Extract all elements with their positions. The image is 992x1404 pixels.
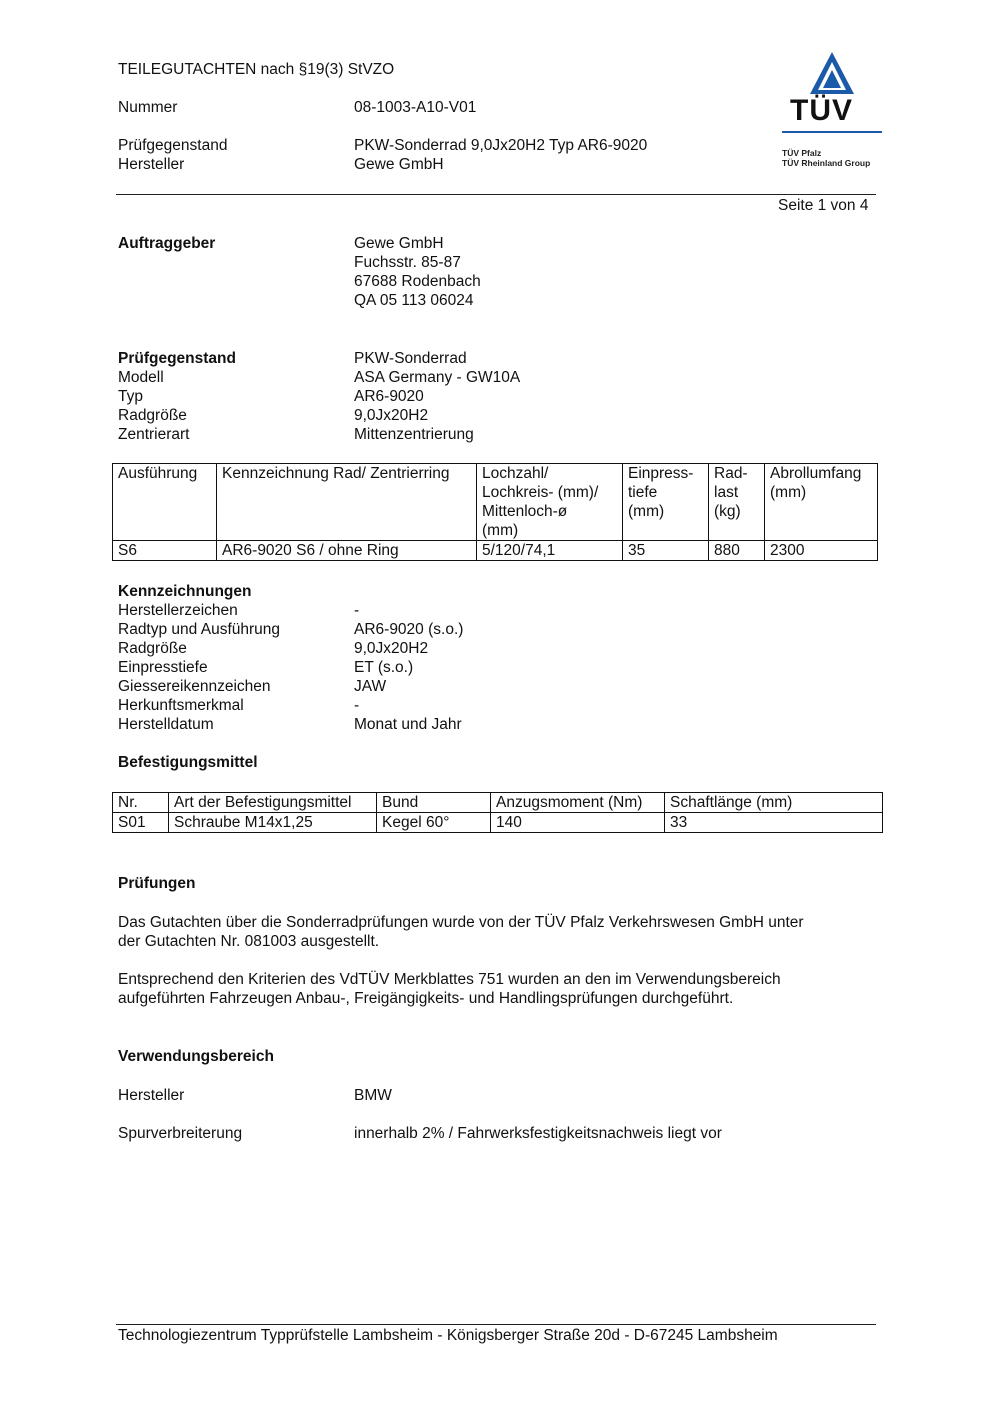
table-cell: S01 xyxy=(113,813,169,833)
header-cell: Bund xyxy=(377,793,491,813)
page-number: Seite 1 von 4 xyxy=(778,197,869,214)
kz-label: Giessereikennzeichen xyxy=(118,678,271,695)
kz-value: 9,0Jx20H2 xyxy=(354,640,429,657)
header-cell: Art der Befestigungsmittel xyxy=(169,793,377,813)
header-cell: Lochzahl/ Lochkreis- (mm)/ Mittenloch-ø (mm) xyxy=(477,464,623,541)
pruefungen-para1-line: Das Gutachten über die Sonderradprüfungen wurde von der TÜV Pfalz Verkehrswesen GmbH unter xyxy=(118,914,804,931)
kz-value: - xyxy=(354,602,360,619)
table-row xyxy=(113,813,883,833)
table-cell: Schraube M14x1,25 xyxy=(169,813,377,833)
kz-label: Einpresstiefe xyxy=(118,659,208,676)
kz-value: JAW xyxy=(354,678,387,695)
table-cell: 880 xyxy=(709,541,765,561)
typ-label: Typ xyxy=(118,388,143,405)
table-row xyxy=(113,541,878,561)
pruefungen-para2-line: aufgeführten Fahrzeugen Anbau-, Freigängigkeits- und Handlingsprüfungen durchgeführt. xyxy=(118,990,734,1007)
header-cell: Nr. xyxy=(113,793,169,813)
kz-label: Radtyp und Ausführung xyxy=(118,621,281,638)
hersteller-header-label: Hersteller xyxy=(118,156,185,173)
table-cell: 33 xyxy=(665,813,883,833)
auftraggeber-line: 67688 Rodenbach xyxy=(354,273,481,290)
zentrierart-label: Zentrierart xyxy=(118,426,190,443)
kennzeichnungen-title: Kennzeichnungen xyxy=(118,583,252,600)
befestigung-title: Befestigungsmittel xyxy=(118,754,258,771)
header-cell: Anzugsmoment (Nm) xyxy=(491,793,665,813)
table-header-row xyxy=(113,793,883,813)
pruefungen-para2-line: Entsprechend den Kriterien des VdTÜV Merkblattes 751 wurden an den im Verwendungsbereich xyxy=(118,971,781,988)
typ-value: AR6-9020 xyxy=(354,388,424,405)
footer-text: Technologiezentrum Typprüfstelle Lambsheim - Königsberger Straße 20d - D-67245 Lambsheim xyxy=(118,1327,778,1344)
auftraggeber-line: QA 05 113 06024 xyxy=(354,292,474,309)
logo-text: TÜV xyxy=(790,94,853,127)
logo-line1: TÜV Pfalz xyxy=(782,148,822,158)
zentrierart-value: Mittenzentrierung xyxy=(354,426,474,443)
header-cell: Kennzeichnung Rad/ Zentrierring xyxy=(217,464,477,541)
table-cell: 2300 xyxy=(765,541,878,561)
verwendung-title: Verwendungsbereich xyxy=(118,1048,274,1065)
table-cell: 5/120/74,1 xyxy=(477,541,623,561)
table-cell: 140 xyxy=(491,813,665,833)
header-cell: Ausführung xyxy=(113,464,217,541)
header-cell: Schaftlänge (mm) xyxy=(665,793,883,813)
document-title: TEILEGUTACHTEN nach §19(3) StVZO xyxy=(118,61,395,78)
header-cell: Abrollumfang (mm) xyxy=(765,464,878,541)
pruefgegenstand-value: PKW-Sonderrad xyxy=(354,350,467,367)
befestigung-table xyxy=(112,792,883,833)
kz-value: - xyxy=(354,697,360,714)
header-cell: Rad- last (kg) xyxy=(709,464,765,541)
table-header-row xyxy=(113,464,878,541)
table-cell: 35 xyxy=(623,541,709,561)
footer-divider xyxy=(116,1324,876,1325)
spurverbreiterung-label: Spurverbreiterung xyxy=(118,1125,243,1142)
modell-label: Modell xyxy=(118,369,164,386)
auftraggeber-line: Fuchsstr. 85-87 xyxy=(354,254,461,271)
kz-label: Herstellerzeichen xyxy=(118,602,238,619)
auftraggeber-line: Gewe GmbH xyxy=(354,235,444,252)
pruefgegenstand-header-label: Prüfgegenstand xyxy=(118,137,228,154)
pruefgegenstand-header-value: PKW-Sonderrad 9,0Jx20H2 Typ AR6-9020 xyxy=(354,137,648,154)
auftraggeber-label: Auftraggeber xyxy=(118,235,216,252)
kz-value: Monat und Jahr xyxy=(354,716,462,733)
radgroesse-label: Radgröße xyxy=(118,407,187,424)
header-cell: Einpress- tiefe (mm) xyxy=(623,464,709,541)
verwendung-hersteller-value: BMW xyxy=(354,1087,392,1104)
verwendung-hersteller-label: Hersteller xyxy=(118,1087,185,1104)
kz-label: Radgröße xyxy=(118,640,187,657)
header-divider xyxy=(116,194,876,195)
kz-label: Herstelldatum xyxy=(118,716,214,733)
radgroesse-value: 9,0Jx20H2 xyxy=(354,407,429,424)
table-cell: AR6-9020 S6 / ohne Ring xyxy=(217,541,477,561)
hersteller-header-value: Gewe GmbH xyxy=(354,156,444,173)
logo-line2: TÜV Rheinland Group xyxy=(782,158,871,168)
kz-label: Herkunftsmerkmal xyxy=(118,697,244,714)
kz-value: AR6-9020 (s.o.) xyxy=(354,621,464,638)
pruefungen-para1-line: der Gutachten Nr. 081003 ausgestellt. xyxy=(118,933,380,950)
kz-value: ET (s.o.) xyxy=(354,659,414,676)
wheel-table xyxy=(112,463,878,561)
pruefungen-title: Prüfungen xyxy=(118,875,196,892)
tuev-logo xyxy=(742,50,918,175)
table-cell: Kegel 60° xyxy=(377,813,491,833)
table-cell: S6 xyxy=(113,541,217,561)
nummer-label: Nummer xyxy=(118,99,178,116)
modell-value: ASA Germany - GW10A xyxy=(354,369,521,386)
spurverbreiterung-value: innerhalb 2% / Fahrwerksfestigkeitsnachweis liegt vor xyxy=(354,1125,722,1142)
nummer-value: 08-1003-A10-V01 xyxy=(354,99,477,116)
pruefgegenstand-label: Prüfgegenstand xyxy=(118,350,236,367)
